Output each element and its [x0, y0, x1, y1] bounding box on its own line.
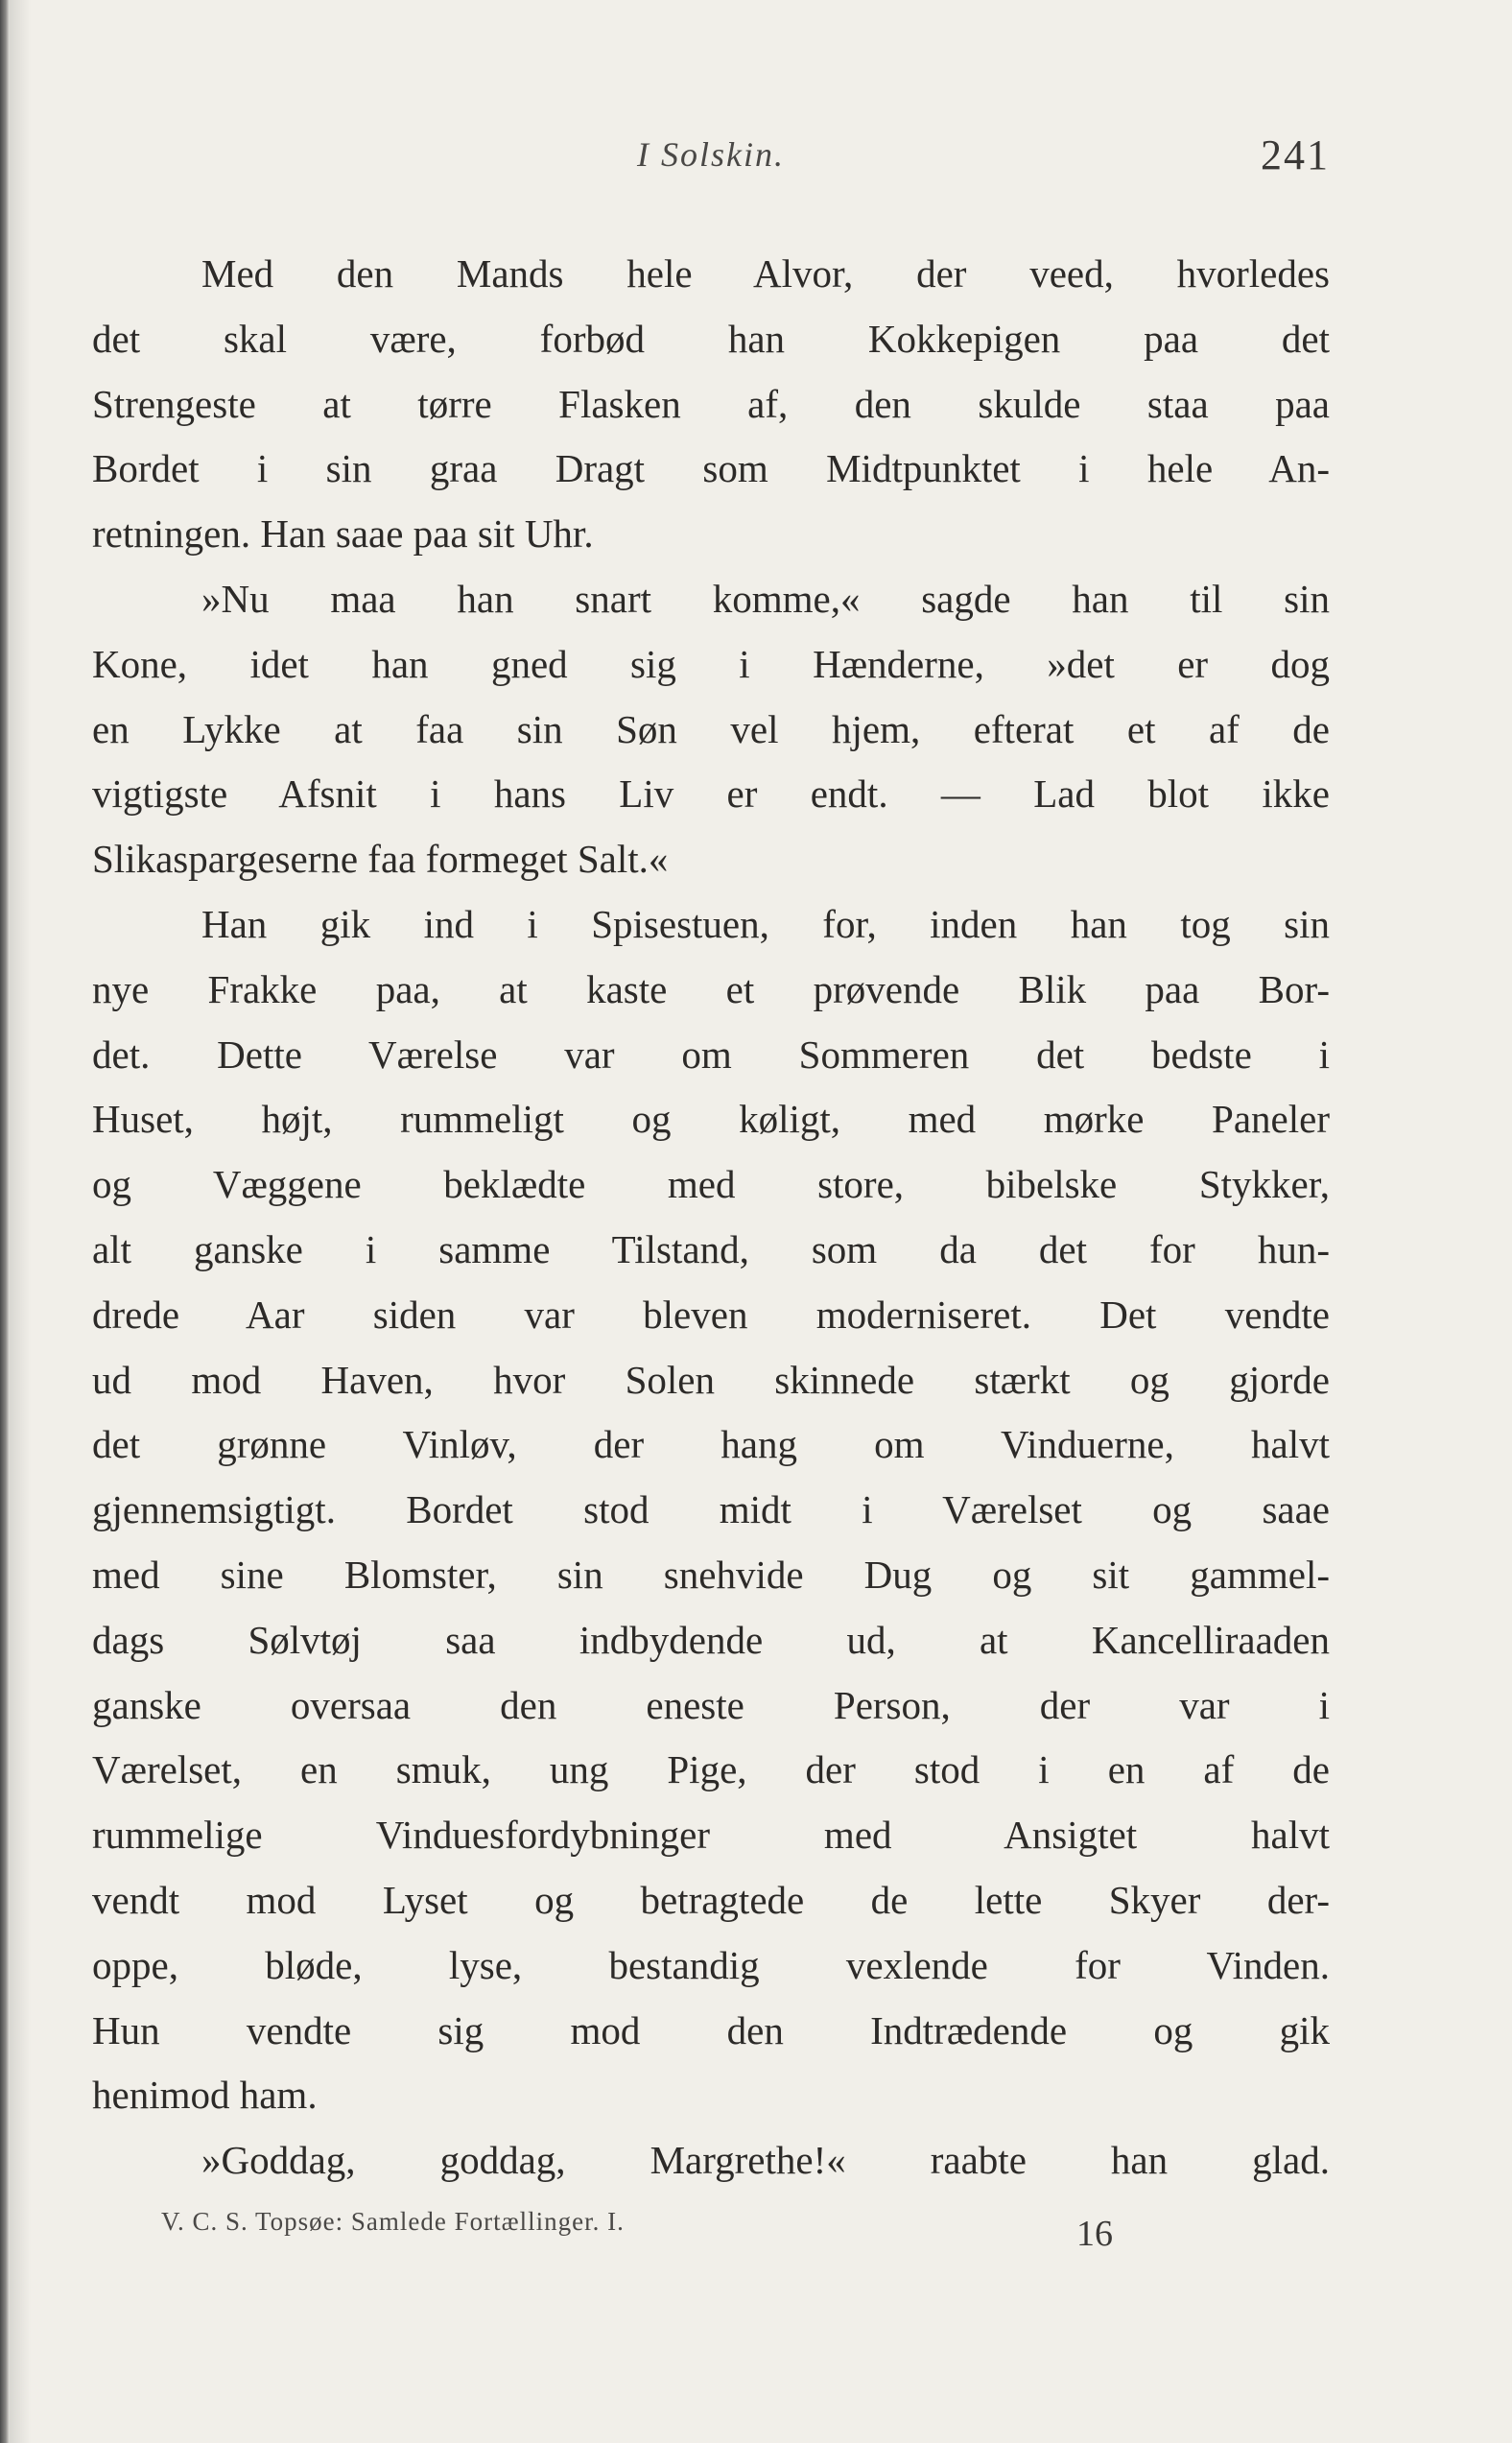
text-line: »Goddag, goddag, Margrethe!« raabte han glad. [201, 2138, 1330, 2183]
page-edge [0, 0, 10, 2443]
text-line: gjennemsigtigt. Bordet stod midt i Værelset og saae [92, 1487, 1330, 1532]
text-line: drede Aar siden var bleven moderniseret. Det vendte [92, 1292, 1330, 1337]
text-line: Strengeste at tørre Flasken af, den skulde staa paa [92, 381, 1330, 426]
text-line: og Væggene beklædte med store, bibelske Stykker, [92, 1162, 1330, 1207]
running-title: I Solskin. [637, 135, 785, 174]
text-line: det grønne Vinløv, der hang om Vinduerne, halvt [92, 1422, 1330, 1467]
text-line: Han gik ind i Spisestuen, for, inden han tog sin [201, 901, 1330, 946]
text-line: dags Sølvtøj saa indbydende ud, at Kancelliraaden [92, 1617, 1330, 1662]
text-line: Huset, højt, rummeligt og køligt, med mørke Paneler [92, 1097, 1330, 1142]
printer-signature: V. C. S. Topsøe: Samlede Fortællinger. I. [161, 2207, 625, 2236]
text-line: alt ganske i samme Tilstand, som da det for hun- [92, 1226, 1330, 1271]
text-line: ud mod Haven, hvor Solen skinnede stærkt og gjorde [92, 1357, 1330, 1402]
text-line: det skal være, forbød han Kokkepigen paa det [92, 316, 1330, 361]
text-line: retningen. Han saae paa sit Uhr. [92, 511, 594, 557]
page-fold-shadow [10, 0, 31, 2443]
text-line: Bordet i sin graa Dragt som Midtpunktet i hele An- [92, 446, 1330, 491]
text-line: nye Frakke paa, at kaste et prøvende Blik paa Bor- [92, 966, 1330, 1011]
text-line: Værelset, en smuk, ung Pige, der stod i en af de [92, 1747, 1330, 1792]
page-number: 241 [1261, 131, 1330, 178]
text-line: med sine Blomster, sin snehvide Dug og sit gammel- [92, 1552, 1330, 1597]
signature-mark: 16 [1076, 2214, 1113, 2254]
text-line: vigtigste Afsnit i hans Liv er endt. — Lad blot ikke [92, 771, 1330, 817]
text-line: ganske oversaa den eneste Person, der var i [92, 1682, 1330, 1727]
text-line: Hun vendte sig mod den Indtrædende og gik [92, 2007, 1330, 2052]
running-head [92, 131, 1330, 182]
text-line: Med den Mands hele Alvor, der veed, hvorledes [201, 251, 1330, 296]
text-line: det. Dette Værelse var om Sommeren det bedste i [92, 1032, 1330, 1077]
text-line: henimod ham. [92, 2073, 318, 2118]
text-line: vendt mod Lyset og betragtede de lette Skyer der- [92, 1877, 1330, 1922]
footer [161, 2207, 1121, 2255]
body-text [92, 242, 1330, 2194]
text-line: rummelige Vinduesfordybninger med Ansigtet halvt [92, 1813, 1330, 1858]
text-line: en Lykke at faa sin Søn vel hjem, efterat et af de [92, 706, 1330, 751]
text-line: »Nu maa han snart komme,« sagde han til sin [201, 576, 1330, 621]
text-line: oppe, bløde, lyse, bestandig vexlende for Vinden. [92, 1942, 1330, 1987]
text-line: Kone, idet han gned sig i Hænderne, »det er dog [92, 641, 1330, 686]
text-line: Slikaspargeserne faa formeget Salt.« [92, 837, 669, 882]
